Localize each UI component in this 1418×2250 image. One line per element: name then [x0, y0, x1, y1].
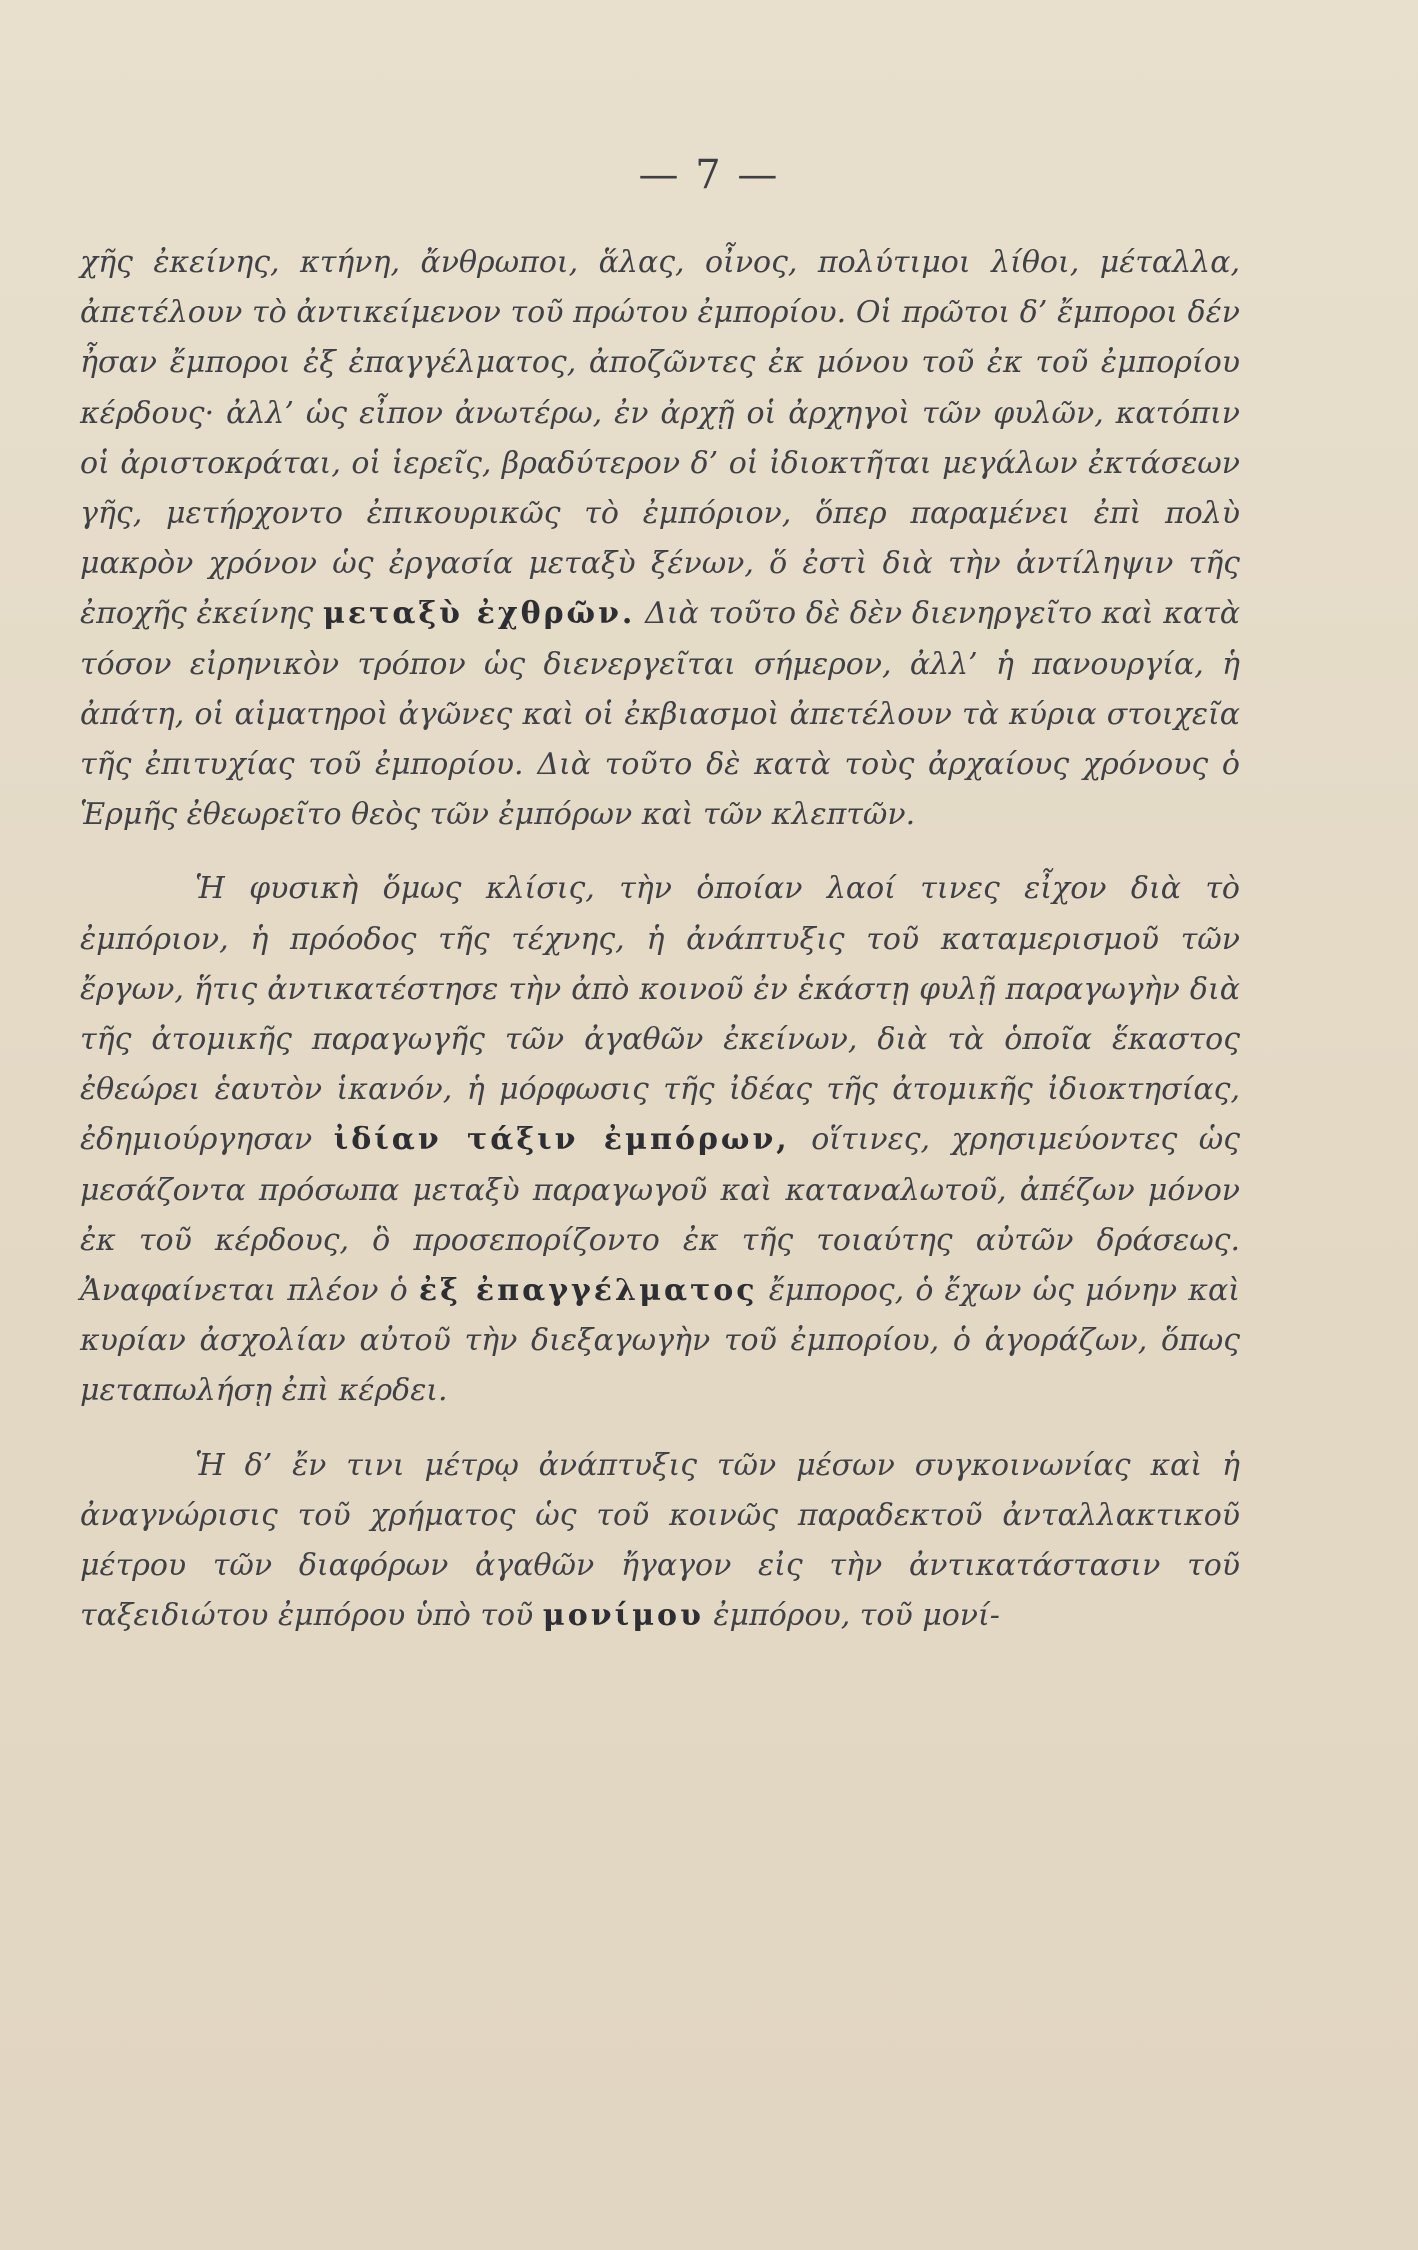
spaced-emphasis: μεταξὺ ἐχθρῶν.	[322, 596, 636, 632]
text-segment: Ἡ φυσικὴ ὅμως κλίσις, τὴν ὁποίαν λαοί τινες εἶχον διὰ τὸ ἐμπόριον, ἡ πρόοδος τῆς τέχνης, ἡ ἀνάπτυξις τοῦ καταμερισμοῦ τῶν ἔργων, ἥτις ἀντικατέστησε τὴν ἀπὸ κοινοῦ ἐν ἑκάστῃ φυλῇ παραγωγὴν διὰ τῆς ἀτομικῆς παραγωγῆς τῶν ἀγαθῶν ἐκείνων, διὰ τὰ ὁποῖα ἕκαστος ἐθεώρει ἑαυτὸν ἱκανόν, ἡ μόρφωσις τῆς ἰδέας τῆς ἀτομικῆς ἰδιοκτησίας, ἐδημιούργησαν	[80, 871, 1240, 1158]
text-segment: ἔμπορος, ὁ ἔχων ὡς μόνην καὶ κυρίαν ἀσχολίαν αὐτοῦ τὴν διεξαγωγὴν τοῦ ἐμπορίου, ὁ ἀγοράζων, ὅπως μεταπωλήσῃ ἐπὶ κέρδει.	[80, 1273, 1240, 1409]
paragraph-3	[80, 1441, 1240, 1642]
spaced-emphasis: μονίμου	[542, 1598, 704, 1634]
text-segment: Διὰ τοῦτο δὲ δὲν διενηργεῖτο καὶ κατὰ τόσον εἰρηνικὸν τρόπον ὡς διενεργεῖται σήμερον, ἀλλ’ ἡ πανουργία, ἡ ἀπάτη, οἱ αἱματηροὶ ἀγῶνες καὶ οἱ ἐκβιασμοὶ ἀπετέλουν τὰ κύρια στοιχεῖα τῆς ἐπιτυχίας τοῦ ἐμπορίου. Διὰ τοῦτο δὲ κατὰ τοὺς ἀρχαίους χρόνους ὁ Ἑρμῆς ἐθεωρεῖτο θεὸς τῶν ἐμπόρων καὶ τῶν κλεπτῶν.	[80, 596, 1240, 833]
body-text	[80, 238, 1240, 1665]
spaced-emphasis: ἰδίαν τάξιν ἐμπόρων,	[333, 1122, 790, 1158]
text-segment: χῆς ἐκείνης, κτήνη, ἄνθρωποι, ἅλας, οἶνος, πολύτιμοι λίθοι, μέταλλα, ἀπετέλουν τὸ ἀντικείμενον τοῦ πρώτου ἐμπορίου. Οἱ πρῶτοι δ’ ἔμποροι δέν ἦσαν ἔμποροι ἐξ ἐπαγγέλματος, ἀποζῶντες ἐκ μόνου τοῦ ἐκ τοῦ ἐμπορίου κέρδους· ἀλλ’ ὡς εἶπον ἀνωτέρω, ἐν ἀρχῇ οἱ ἀρχηγοὶ τῶν φυλῶν, κατόπιν οἱ ἀριστοκράται, οἱ ἱερεῖς, βραδύτερον δ’ οἱ ἰδιοκτῆται μεγάλων ἐκτάσεων γῆς, μετήρχοντο ἐπικουρικῶς τὸ ἐμπόριον, ὅπερ παραμένει ἐπὶ πολὺ μακρὸν χρόνον ὡς ἐργασία μεταξὺ ξένων, ὅ ἐστὶ διὰ τὴν ἀντίληψιν τῆς ἐποχῆς ἐκείνης	[80, 245, 1240, 632]
paragraph-2	[80, 864, 1240, 1416]
text-segment: Ἡ δ’ ἔν τινι μέτρῳ ἀνάπτυξις τῶν μέσων συγκοινωνίας καὶ ἡ ἀναγνώρισις τοῦ χρήματος ὡς τοῦ κοινῶς παραδεκτοῦ ἀνταλλακτικοῦ μέτρου τῶν διαφόρων ἀγαθῶν ἤγαγον εἰς τὴν ἀντικατάστασιν τοῦ ταξειδιώτου ἐμπόρου ὑπὸ τοῦ	[80, 1447, 1240, 1634]
spaced-emphasis: ἐξ ἐπαγγέλματος	[418, 1273, 758, 1309]
page-number: — 7 —	[638, 152, 780, 198]
text-segment: ἐμπόρου, τοῦ μονί-	[703, 1598, 1000, 1634]
text-segment: οἵτινες, χρησιμεύοντες ὡς μεσάζοντα πρόσωπα μεταξὺ παραγωγοῦ καὶ καταναλωτοῦ, ἀπέζων μόνον ἐκ τοῦ κέρδους, ὃ προσεπορίζοντο ἐκ τῆς τοιαύτης αὐτῶν δράσεως. Ἀναφαίνεται πλέον ὁ	[80, 1122, 1240, 1309]
paragraph-1	[80, 238, 1240, 840]
